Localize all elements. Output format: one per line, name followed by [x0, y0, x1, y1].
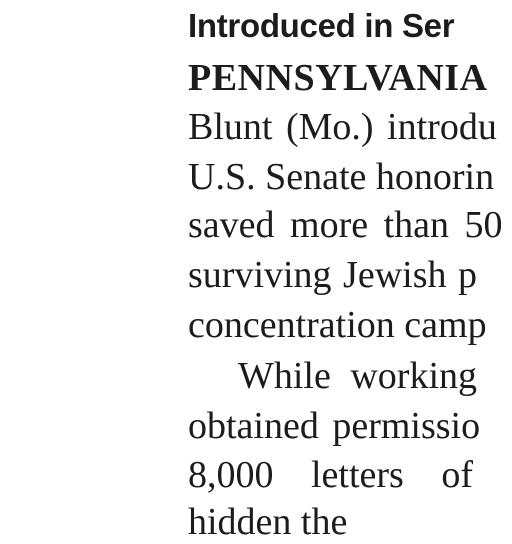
- article-line-5: concentration camp: [188, 304, 487, 346]
- article-line-9: hidden the: [188, 501, 348, 543]
- article-line-3: saved more than 50: [188, 204, 503, 246]
- article-line-6: While working: [238, 355, 478, 397]
- article-line-8: 8,000 letters of: [188, 454, 474, 496]
- article-line-1: Blunt (Mo.) introdu: [188, 106, 497, 148]
- article-line-7: obtained permissio: [188, 405, 481, 447]
- article-dateline: PENNSYLVANIA: [188, 57, 488, 99]
- article-line-4: surviving Jewish p: [188, 254, 477, 296]
- article-headline: Introduced in Ser: [188, 7, 455, 44]
- article-line-2: U.S. Senate honorin: [188, 156, 495, 198]
